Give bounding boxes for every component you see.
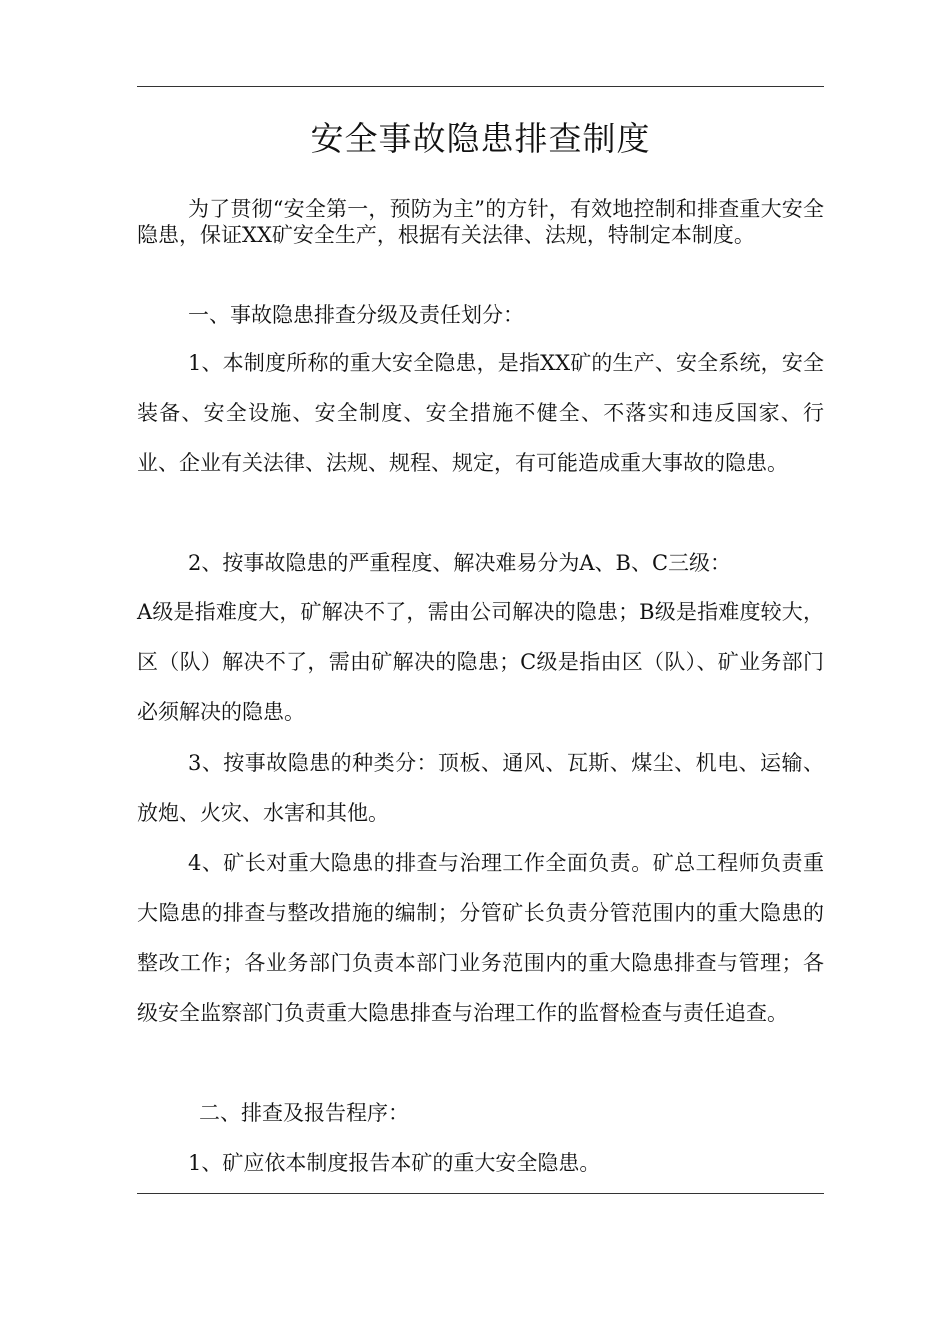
paragraph-item-2-lead: 2、按事故隐患的严重程度、解决难易分为A、B、C三级： <box>188 551 732 575</box>
paragraph-item-3: 3、按事故隐患的种类分：顶板、通风、瓦斯、煤尘、机电、运输、放炮、火灾、水害和其他。 <box>137 751 824 825</box>
paragraph-item-1: 1、本制度所称的重大安全隐患，是指XX矿的生产、安全系统，安全装备、安全设施、安全制度、安全措施不健全、不落实和违反国家、行业、企业有关法律、法规、规程、规定，有可能造成重大事故的隐患。 <box>137 351 824 475</box>
document-title: 安全事故隐患排查制度 <box>310 119 651 158</box>
paragraph-item-4: 4、矿长对重大隐患的排查与治理工作全面负责。矿总工程师负责重大隐患的排查与整改措施的编制；分管矿长负责分管范围内的重大隐患的整改工作；各业务部门负责本部门业务范围内的重大隐患排查与管理；各级安全监察部门负责重大隐患排查与治理工作的监督检查与责任追查。 <box>137 851 824 1025</box>
section-2-item-1: 1、矿应依本制度报告本矿的重大安全隐患。 <box>188 1151 601 1175</box>
header-rule <box>137 86 824 87</box>
section-heading-1: 一、事故隐患排查分级及责任划分： <box>188 303 524 327</box>
section-heading-2: 二、排查及报告程序： <box>199 1101 409 1125</box>
intro-paragraph: 为了贯彻“安全第一，预防为主”的方针，有效地控制和排查重大安全隐患，保证XX矿安全生产，根据有关法律、法规，特制定本制度。 <box>137 197 824 247</box>
paragraph-item-2-body: A级是指难度大，矿解决不了，需由公司解决的隐患；B级是指难度较大，区（队）解决不了，需由矿解决的隐患；C级是指由区（队）、矿业务部门必须解决的隐患。 <box>137 600 824 724</box>
footer-rule <box>137 1193 824 1194</box>
